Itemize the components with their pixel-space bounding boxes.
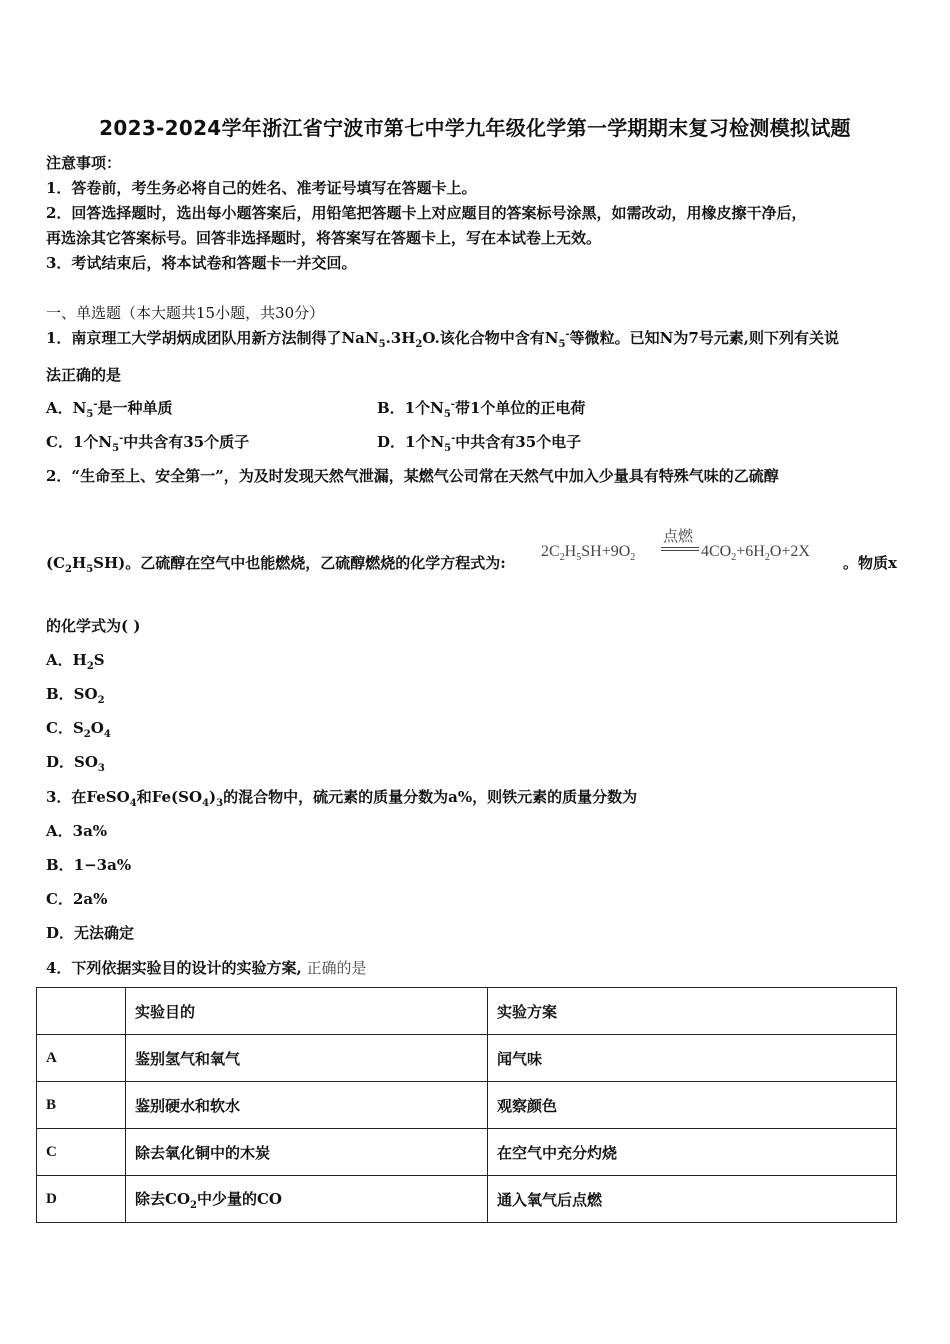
table-header-purpose: 实验目的 [126, 988, 488, 1035]
q2-stem: 2．“生命至上、安全第一”，为及时发现天然气泄漏，某燃气公司常在天然气中加入少量具有特殊气味的乙硫醇 [46, 467, 779, 485]
table-cell [37, 988, 126, 1035]
row-plan: 闻气味 [488, 1035, 897, 1082]
equation-products: $4CO_2+6H_2O+2X$ [701, 543, 810, 564]
q1-stem-cont: 法正确的是 [46, 366, 122, 384]
equation-condition: 点燃 [663, 529, 694, 545]
combustion-equation [541, 525, 841, 573]
table-row [37, 1082, 897, 1129]
table-row [37, 1129, 897, 1176]
q3-option-d: D．无法确定 [46, 924, 135, 942]
row-label: A [37, 1035, 126, 1082]
q2-option-a: A．$H_2S$ [46, 651, 105, 672]
q1-option-a: A．$N_5^-$是一种单质 [46, 399, 173, 420]
q2-option-b: B．$SO_2$ [46, 685, 105, 706]
q3-option-a: A．3a% [46, 822, 108, 840]
q3-option-b: B．1−3a% [46, 856, 132, 874]
table-row [37, 1035, 897, 1082]
notice-item-2: 2．回答选择题时，选出每小题答案后，用铅笔把答题卡上对应题目的答案标号涂黑，如需改动，用橡皮擦干净后， [46, 204, 807, 222]
row-plan: 通入氧气后点燃 [488, 1176, 897, 1223]
q2-stem-line3: 的化学式为( ) [46, 617, 141, 635]
row-label: C [37, 1129, 126, 1176]
q3-stem: 3．在FeSO$_4$和$Fe(SO_4)_3$的混合物中，硫元素的质量分数为a%，则铁元素的质量分数为 [46, 788, 638, 809]
q2-option-c: C．$S_2O_4$ [46, 719, 111, 740]
row-purpose: 鉴别硬水和软水 [126, 1082, 488, 1129]
page-title: 2023-2024学年浙江省宁波市第七中学九年级化学第一学期期末复习检测模拟试题 [99, 116, 851, 140]
q2-stem-cont: $(C_2H_5SH)$。乙硫醇在空气中也能燃烧，乙硫醇燃烧的化学方程式为: [46, 554, 506, 575]
notice-item-1: 1．答卷前，考生务必将自己的姓名、准考证号填写在答题卡上。 [46, 179, 477, 197]
notice-item-3: 3．考试结束后，将本试卷和答题卡一并交回。 [46, 254, 357, 272]
q2-stem-tail: 。物质x [843, 554, 897, 572]
equation-reactants: $2C_2H_5SH+9O_2$ [541, 543, 636, 564]
row-plan: 在空气中充分灼烧 [488, 1129, 897, 1176]
q2-option-d: D．$SO_3$ [46, 753, 105, 774]
q1-stem: 1．南京理工大学胡炳成团队用新方法制得了$NaN_5.3H_2O$.该化合物中含有$N_5^-$等微粒。已知N为7号元素,则下列有关说 [46, 329, 839, 350]
experiment-table [36, 987, 897, 1223]
notice-item-2-cont: 再选涂其它答案标号。回答非选择题时，将答案写在答题卡上，写在本试卷上无效。 [46, 229, 602, 247]
table-header-plan: 实验方案 [488, 988, 897, 1035]
q4-stem: 4．下列依据实验目的设计的实验方案, 正确的是 [46, 959, 367, 977]
section-heading: 一、单选题（本大题共15小题，共30分） [46, 304, 325, 322]
q1-option-c: C．1个$N_5^-$中共含有35个质子 [46, 433, 250, 454]
row-plan: 观察颜色 [488, 1082, 897, 1129]
row-label: B [37, 1082, 126, 1129]
q1-option-b: B．1个$N_5^-$带1个单位的正电荷 [377, 399, 586, 420]
notice-heading: 注意事项： [46, 154, 122, 172]
equation-equals-bar [661, 547, 699, 548]
table-row [37, 1176, 897, 1223]
row-label: D [37, 1176, 126, 1223]
q1-option-d: D．1个$N_5^-$中共含有35个电子 [377, 433, 582, 454]
table-header-row [37, 988, 897, 1035]
row-purpose: 除去氧化铜中的木炭 [126, 1129, 488, 1176]
row-purpose: 除去$CO_2$中少量的CO [126, 1176, 488, 1223]
equation-equals-bar [661, 550, 699, 551]
q3-option-c: C．2a% [46, 890, 108, 908]
row-purpose: 鉴别氢气和氧气 [126, 1035, 488, 1082]
